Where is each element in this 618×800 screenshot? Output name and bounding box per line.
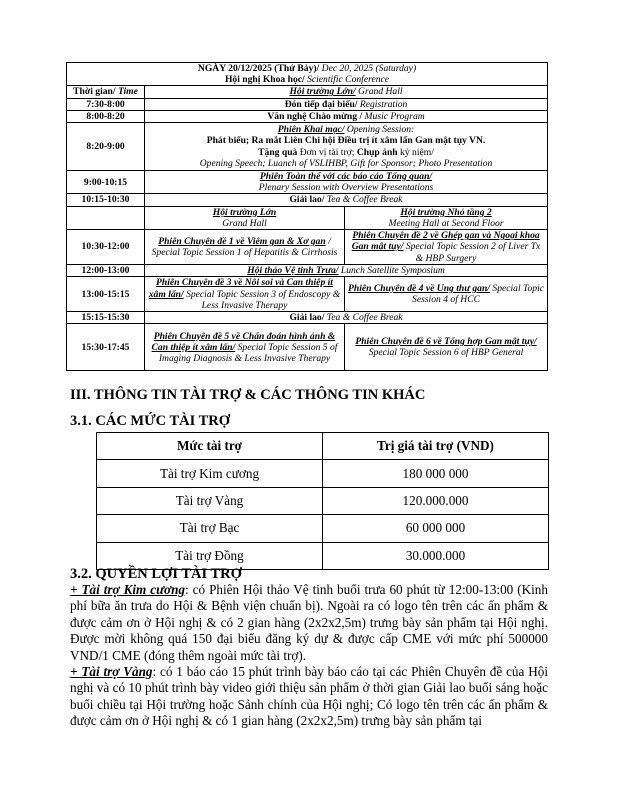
- hall-name: Hội trường Lớn/: [289, 86, 356, 98]
- tier-name: Tài trợ Bạc: [97, 515, 323, 542]
- time-cell: 12:00-13:00: [67, 265, 145, 277]
- schedule-row: [67, 277, 548, 312]
- time-header-en: Time: [117, 86, 138, 98]
- time-header-vi: Thời gian/: [73, 86, 118, 98]
- tier-value: 180 000 000: [323, 460, 549, 487]
- session-left: [145, 324, 345, 371]
- tier-row: [97, 487, 549, 514]
- schedule-row: [67, 123, 548, 171]
- day-date: NGÀY 20/12/2025 (Thứ Bảy)/: [197, 63, 320, 74]
- time-cell: 13:00-15:15: [67, 277, 145, 312]
- session-title: Phiên Chuyên đề 5 về Chẩn đoán hình ảnh & Can thiệp ít xâm lấn/: [151, 330, 336, 353]
- session-right: [345, 324, 548, 371]
- event-title-en: Music Program: [364, 110, 425, 122]
- tier-name: Tài trợ Đồng: [97, 542, 323, 569]
- photo-label: Chụp ảnh: [356, 146, 398, 158]
- time-cell: 15:15-15:30: [67, 312, 145, 324]
- gold-label: + Tài trợ Vàng: [70, 664, 153, 680]
- session-title-en: Special Topic Session 6 of HBP General: [368, 347, 524, 359]
- session-right: [345, 230, 548, 265]
- schedule-table: [66, 62, 548, 371]
- sponsor-label: Đơn vị tài trợ;: [299, 146, 355, 158]
- session-title-en: / Special Topic Session 1 of Hepatitis & Cirrhosis: [151, 235, 338, 259]
- session-title-en: Special Topic Session 4 of HCC: [412, 283, 544, 306]
- session-left: [145, 230, 345, 265]
- opening-detail-en: Opening Speech; Luanch of VSLIHBP, Gift for Sponsor; Photo Presentation: [199, 157, 493, 169]
- opening-title-en: Opening Session:: [346, 124, 415, 136]
- schedule-row: [67, 194, 548, 206]
- event-cell: [145, 265, 548, 277]
- opening-detail: Phát biểu; Ra mắt Liên Chi hội Điều trị ít xâm lấn Gan mật tụy VN.: [206, 135, 486, 147]
- room-left-name-en: Grand Hall: [222, 217, 267, 229]
- gold-benefit: [70, 664, 548, 730]
- schedule-row: [67, 98, 548, 110]
- schedule-row: [67, 230, 548, 265]
- event-title-en: Tea & Coffee Break: [326, 312, 403, 324]
- benefits-heading: 3.2. QUYỀN LỢI TÀI TRỢ: [70, 566, 242, 582]
- schedule-header-row: [67, 86, 548, 98]
- event-title: Giải lao/: [289, 312, 325, 324]
- day-date-en: Dec 20, 2025 (Saturday): [321, 63, 417, 74]
- time-cell: 10:15-10:30: [67, 194, 145, 206]
- schedule-row: [67, 171, 548, 194]
- time-cell: 7:30-8:00: [67, 98, 145, 110]
- session-title-en: Special Topic Session 3 of Endoscopy & Less Invasive Therapy: [186, 288, 341, 311]
- event-cell: [145, 98, 548, 110]
- gold-text: : có 1 báo cáo 15 phút trình bày báo cáo tại các Phiên Chuyên đề của Hội nghị và có 10 phút trình bày video giới thiệu sản phẩm ở thời gian Giải lao buổi sáng hoặc buổi chiều tại Hội trường hoặc Sảnh chính của Hội nghị; Có logo tên trên các ấn phẩm & được cảm ơn ở Hội nghị & có 1 gian hàng (2x2x2,5m) trưng bày sản phẩm tại: [70, 664, 548, 729]
- sponsorship-tiers-table: [96, 432, 549, 570]
- gift-label: Tặng quà: [258, 146, 298, 158]
- session-left: [145, 277, 345, 312]
- event-title: Văn nghệ Chào mừng /: [267, 110, 363, 122]
- tier-value: 120.000.000: [323, 487, 549, 514]
- time-cell: 8:20-9:00: [67, 123, 145, 171]
- tier-col-header: Mức tài trợ: [97, 433, 323, 460]
- tier-value: 30.000.000: [323, 542, 549, 569]
- session-title: Phiên Chuyên đề 6 về Tổng hợp Gan mật tụy/: [355, 336, 537, 348]
- event-cell: [145, 312, 548, 324]
- event-title-en: Lunch Satellite Symposium: [340, 265, 445, 277]
- diamond-text: : có Phiên Hội thảo Vệ tinh buổi trưa 60 phút từ 12:00-13:00 (Kinh phí bữa ăn trưa do Hội & Bệnh viện chuẩn bị). Ngoài ra có logo tên trên các ấn phẩm & được cảm ơn ở Hội nghị & có 2 gian hàng (2x2x2,5m) trưng bày sản phẩm tại Hội nghị. Được mời không quá 150 đại biểu đăng ký dự & được cấp CME với mức phí 500000 VND/1 CME (đóng thêm ngoài mức tài trợ).: [70, 582, 548, 663]
- event-cell: [145, 171, 548, 194]
- hall-name-en: Grand Hall: [358, 86, 403, 98]
- time-cell: 8:00-8:20: [67, 110, 145, 122]
- event-title-en: Tea & Coffee Break: [326, 194, 403, 206]
- session-right: [345, 277, 548, 312]
- tiers-heading: 3.1. CÁC MỨC TÀI TRỢ: [70, 413, 231, 429]
- tier-name: Tài trợ Kim cương: [97, 460, 323, 487]
- room-right-name-en: Meeting Hall at Second Floor: [388, 217, 504, 229]
- room-right-name: Hội trường Nhỏ tầng 2: [400, 206, 492, 218]
- diamond-benefit: [70, 582, 548, 664]
- section-title: III. THÔNG TIN TÀI TRỢ & CÁC THÔNG TIN KHÁC: [70, 387, 426, 403]
- conference-label-en: Scientific Conference: [307, 74, 390, 86]
- schedule-row: [67, 312, 548, 324]
- opening-title: Phiên Khai mạc/: [277, 124, 345, 136]
- time-cell: 10:30-12:00: [67, 230, 145, 265]
- schedule-row: [67, 324, 548, 371]
- event-title: Đón tiếp đại biểu/: [284, 98, 358, 110]
- benefits-body: [70, 582, 548, 730]
- event-cell: [145, 123, 548, 171]
- plenary-title-en: Plenary Session with Overview Presentations: [258, 182, 434, 194]
- value-col-header: Trị giá tài trợ (VND): [323, 433, 549, 460]
- hall-header: [145, 86, 548, 98]
- room-right: [345, 206, 548, 229]
- tier-row: [97, 460, 549, 487]
- tier-name: Tài trợ Vàng: [97, 487, 323, 514]
- session-title-en: Special Topic Session 2 of Liver Tx & HBP Surgery: [405, 241, 541, 264]
- time-cell: 15:30-17:45: [67, 324, 145, 371]
- session-title-en: Special Topic Session 5 of Imaging Diagnosis & Less Invasive Therapy: [158, 341, 338, 365]
- time-cell: 9:00-10:15: [67, 171, 145, 194]
- rooms-row: [67, 206, 548, 229]
- session-title: Phiên Chuyên đề 4 về Ung thư gan/: [348, 283, 490, 295]
- tier-row: [97, 515, 549, 542]
- event-cell: [145, 194, 548, 206]
- session-title: Phiên Chuyên đề 1 về Viêm gan & Xơ gan: [158, 235, 326, 247]
- empty-time-cell: [67, 206, 145, 229]
- schedule-row: [67, 265, 548, 277]
- event-cell: [145, 110, 548, 122]
- memorial-label: kỷ niệm/: [400, 146, 434, 158]
- event-title: Giải lao/: [289, 194, 325, 206]
- session-title: Phiên Chuyên đề 3 về Nội soi và Can thiệp ít xâm lấn/: [148, 277, 333, 300]
- conference-label: Hội nghị Khoa học/: [224, 74, 305, 86]
- time-header: [67, 86, 145, 98]
- schedule-row: [67, 110, 548, 122]
- room-left-name: Hội trường Lớn: [212, 206, 277, 218]
- plenary-title: Phiên Toàn thể với các báo cáo Tổng quan/: [259, 171, 433, 183]
- diamond-label: + Tài trợ Kim cương: [70, 582, 186, 597]
- day-header-cell: [67, 63, 548, 86]
- tier-value: 60 000 000: [323, 515, 549, 542]
- tiers-header-row: [97, 433, 549, 460]
- session-title: Phiên Chuyên đề 2 về Ghép gan và Ngoại khoa Gan mật tụy/: [351, 230, 540, 253]
- event-title-en: Registration: [359, 98, 408, 110]
- schedule-day-row: [67, 63, 548, 86]
- event-title: Hội thảo Vệ tinh Trưa/: [247, 265, 339, 277]
- room-left: [145, 206, 345, 229]
